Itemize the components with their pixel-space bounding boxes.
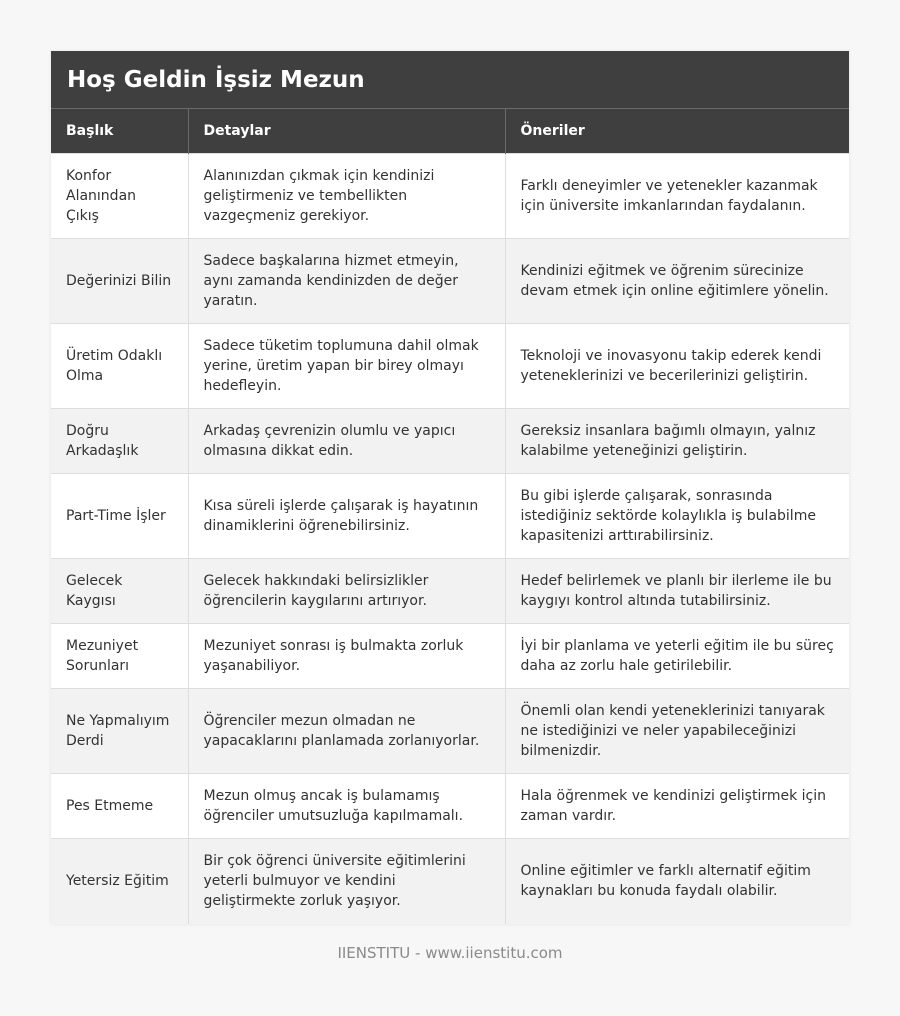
column-header-title: Başlık [51,109,188,154]
table-row [51,689,849,774]
row-detail-cell: Sadece tüketim toplumuna dahil olmak yerine, üretim yapan bir birey olmayı hedefleyin. [188,324,505,409]
row-title-cell: Yetersiz Eğitim [51,839,188,924]
column-header-details: Detaylar [188,109,505,154]
footer-credit: IIENSTITU - www.iienstitu.com [337,944,563,962]
row-detail-cell: Arkadaş çevrenizin olumlu ve yapıcı olmasına dikkat edin. [188,409,505,474]
table-row [51,474,849,559]
table-row [51,774,849,839]
row-advice-cell: Teknoloji ve inovasyonu takip ederek kendi yeteneklerinizi ve becerilerinizi geliştirin. [505,324,849,409]
row-title-cell: Ne Yapmalıyım Derdi [51,689,188,774]
row-advice-cell: Kendinizi eğitmek ve öğrenim sürecinize devam etmek için online eğitimlere yönelin. [505,239,849,324]
row-title-cell: Pes Etmeme [51,774,188,839]
table-header-row [51,109,849,154]
info-table [51,108,849,924]
content-card [51,51,849,924]
row-advice-cell: Hala öğrenmek ve kendinizi geliştirmek için zaman vardır. [505,774,849,839]
table-row [51,154,849,239]
row-advice-cell: Gereksiz insanlara bağımlı olmayın, yalnız kalabilme yeteneğinizi geliştirin. [505,409,849,474]
table-row [51,409,849,474]
column-header-advice: Öneriler [505,109,849,154]
row-detail-cell: Kısa süreli işlerde çalışarak iş hayatının dinamiklerini öğrenebilirsiniz. [188,474,505,559]
page-title: Hoş Geldin İşsiz Mezun [51,51,849,108]
row-advice-cell: İyi bir planlama ve yeterli eğitim ile bu süreç daha az zorlu hale getirilebilir. [505,624,849,689]
row-advice-cell: Bu gibi işlerde çalışarak, sonrasında istediğiniz sektörde kolaylıkla iş bulabilme kapasitenizi arttırabilirsiniz. [505,474,849,559]
row-title-cell: Üretim Odaklı Olma [51,324,188,409]
row-detail-cell: Alanınızdan çıkmak için kendinizi geliştirmeniz ve tembellikten vazgeçmeniz gerekiyor. [188,154,505,239]
row-title-cell: Doğru Arkadaşlık [51,409,188,474]
row-detail-cell: Bir çok öğrenci üniversite eğitimlerini yeterli bulmuyor ve kendini geliştirmekte zorluk yaşıyor. [188,839,505,924]
row-detail-cell: Sadece başkalarına hizmet etmeyin, aynı zamanda kendinizden de değer yaratın. [188,239,505,324]
table-row [51,559,849,624]
table-row [51,624,849,689]
row-advice-cell: Online eğitimler ve farklı alternatif eğitim kaynakları bu konuda faydalı olabilir. [505,839,849,924]
row-detail-cell: Mezun olmuş ancak iş bulamamış öğrenciler umutsuzluğa kapılmamalı. [188,774,505,839]
row-title-cell: Part-Time İşler [51,474,188,559]
row-title-cell: Mezuniyet Sorunları [51,624,188,689]
row-advice-cell: Önemli olan kendi yeteneklerinizi tanıyarak ne istediğinizi ve neler yapabileceğinizi bilmenizdir. [505,689,849,774]
table-row [51,239,849,324]
row-title-cell: Konfor Alanından Çıkış [51,154,188,239]
row-detail-cell: Öğrenciler mezun olmadan ne yapacaklarını planlamada zorlanıyorlar. [188,689,505,774]
row-title-cell: Gelecek Kaygısı [51,559,188,624]
table-row [51,324,849,409]
row-title-cell: Değerinizi Bilin [51,239,188,324]
row-advice-cell: Farklı deneyimler ve yetenekler kazanmak için üniversite imkanlarından faydalanın. [505,154,849,239]
table-row [51,839,849,924]
row-detail-cell: Gelecek hakkındaki belirsizlikler öğrencilerin kaygılarını artırıyor. [188,559,505,624]
row-advice-cell: Hedef belirlemek ve planlı bir ilerleme ile bu kaygıyı kontrol altında tutabilirsiniz. [505,559,849,624]
row-detail-cell: Mezuniyet sonrası iş bulmakta zorluk yaşanabiliyor. [188,624,505,689]
